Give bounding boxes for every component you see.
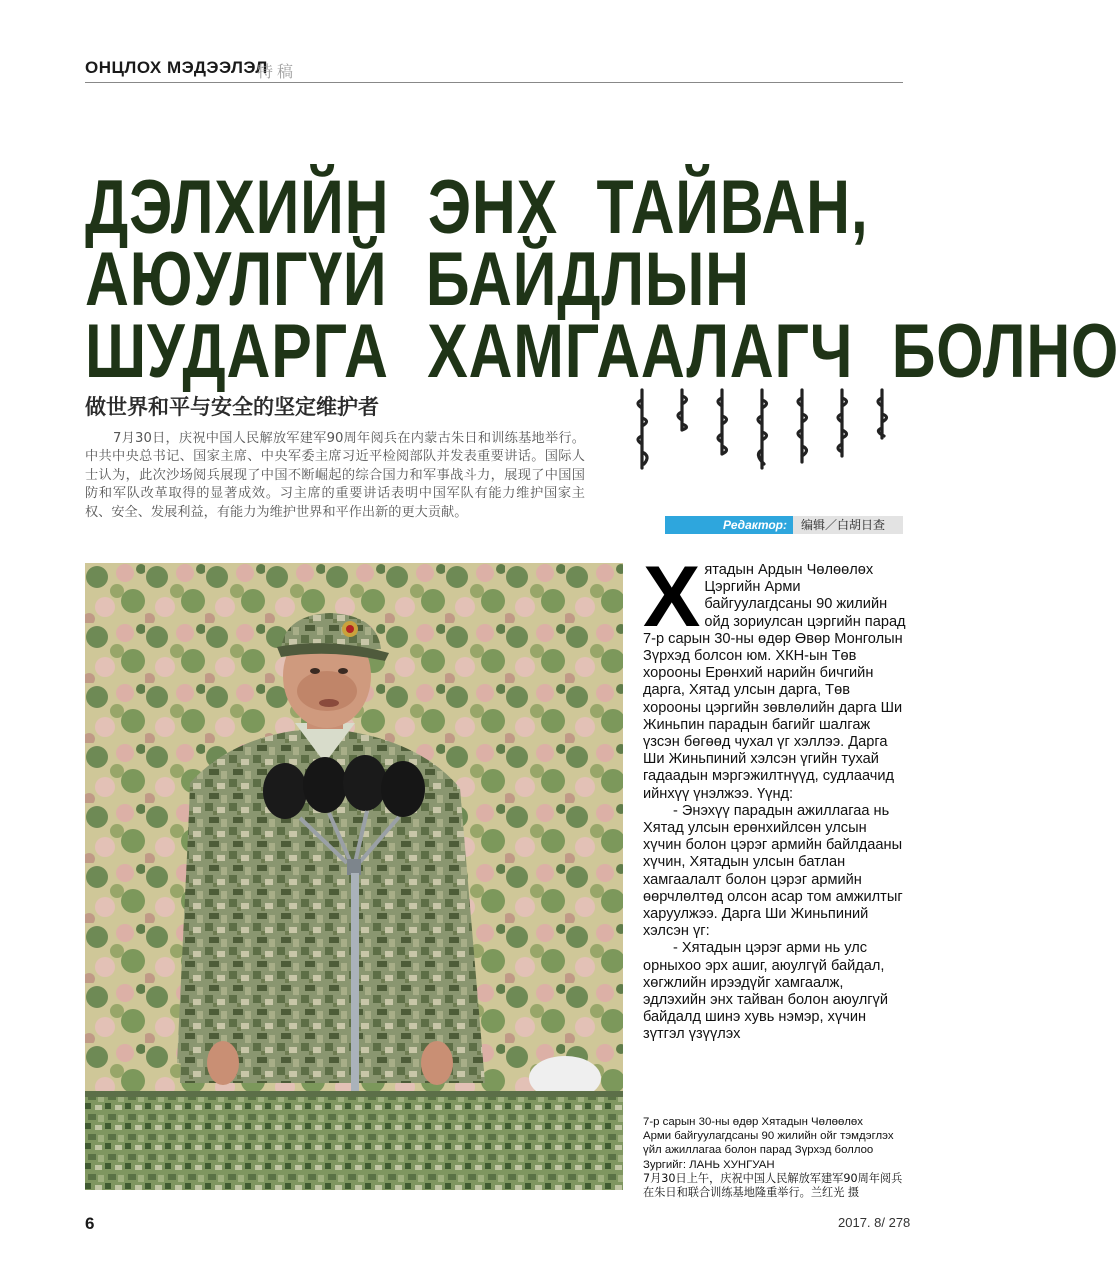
caption-zh: 7月30日上午，庆祝中国人民解放军建军90周年阅兵在朱日和联合训练基地隆重举行。兰红光 摄 bbox=[643, 1171, 903, 1200]
article-paragraph-1: ятадын Ардын Чөлөөлөх Цэргийн Арми байгуулагдсаны 90 жилийн ойд зориулсан цэргийн парад 7-р сарын 30-ны өдөр Өвөр Монголын Зүрхэд болсон юм. ХКН-ын Төв хорооны Ерөнхий нарийн бичгийн дарга, Хятад улсын дарга, Төв хорооны цэргийн зөвлөлийн дарга Ши Жиньпин парадын багийг шалгаж үзсэн бөгөөд чухал үг хэллээ. Дарга Ши Жиньпиний хэлсэн үгийн тухай гадаадын мэргэжилтнүүд, судлаачид ийнхүү үнэлжээ. Үүнд: bbox=[643, 562, 906, 802]
lead-paragraph-zh: 7月30日，庆祝中国人民解放军建军90周年阅兵在内蒙古朱日和训练基地举行。中共中央总书记、国家主席、中央军委主席习近平检阅部队并发表重要讲话。国际人士认为，此次沙场阅兵展现了中国不断崛起的综合国力和军事战斗力，展现了中国国防和军队改革取得的显著成效。习主席的重要讲话表明中国军队有能力维护国家主权、安全、发展利益，有能力为维护世界和平作出新的更大贡献。 bbox=[85, 431, 585, 520]
editor-credit-bar bbox=[665, 516, 903, 550]
article-paragraph-3: - Хятадын цэрэг арми нь улс орныхоо эрх ашиг, аюулгүй байдал, хөгжлийн ирээдүйг хамгаалж, эдлэхийн энх тайван болон аюулгүй байдалд шинэ хувь нэмэр, хүчин зүтгэл үзүүлэх bbox=[643, 940, 889, 1043]
article-paragraph-2: - Энэхүү парадын ажиллагаа нь Хятад улсын ерөнхийлсөн улсын хүчин болон цэрэг армийн байлдааны хүчин, Хятадын улсын батлан хамгаалалт болон цэрэг армийн өөрчлөлтөд олсон асар том амжилтыг харуулжээ. Дарга Ши Жиньпиний хэлсэн үг: bbox=[643, 802, 903, 940]
headline-line-3: ШУДАРГА ХАМГААЛАГЧ БОЛНО bbox=[85, 309, 1119, 394]
headline-line-2: АЮУЛГҮЙ БАЙДЛЫН bbox=[85, 237, 750, 322]
news-photo bbox=[85, 563, 623, 1190]
caption-mn-line-1: 7-р сарын 30-ны өдөр Хятадын Чөлөөлөх bbox=[643, 1116, 863, 1128]
mongolian-script-title bbox=[620, 386, 905, 472]
section-label-zh: 特稿 bbox=[257, 62, 298, 81]
subtitle-zh: 做世界和平与安全的坚定维护者 bbox=[85, 395, 379, 419]
headline bbox=[85, 165, 1119, 394]
photo-caption bbox=[643, 1115, 908, 1200]
editor-label-mn: Редактор: Б.ХУРЦАА bbox=[665, 516, 793, 534]
section-label-mn: ОНЦЛОХ МЭДЭЭЛЭЛ bbox=[85, 58, 268, 77]
section-header bbox=[85, 58, 903, 83]
editor-label-zh: 编辑／白胡日查 bbox=[801, 518, 886, 532]
speaker-photo-illustration bbox=[85, 563, 623, 1190]
page-number: 6 bbox=[85, 1214, 95, 1233]
article-body bbox=[643, 549, 906, 1044]
caption-mn-line-2: Арми байгуулагдсаны 90 жилийн ойг тэмдэглэх bbox=[643, 1130, 894, 1143]
caption-mn-line-3: үйл ажиллагаа болон парад Зүрхэд боллоо bbox=[643, 1144, 874, 1157]
drop-cap: Х bbox=[643, 549, 701, 645]
caption-photo-credit: Зургийг: ЛАНЬ ХУНГУАН bbox=[643, 1158, 775, 1171]
issue-number: 2017. 8/ 278 bbox=[838, 1215, 911, 1230]
headline-line-1: ДЭЛХИЙН ЭНХ ТАЙВАН, bbox=[85, 165, 869, 250]
